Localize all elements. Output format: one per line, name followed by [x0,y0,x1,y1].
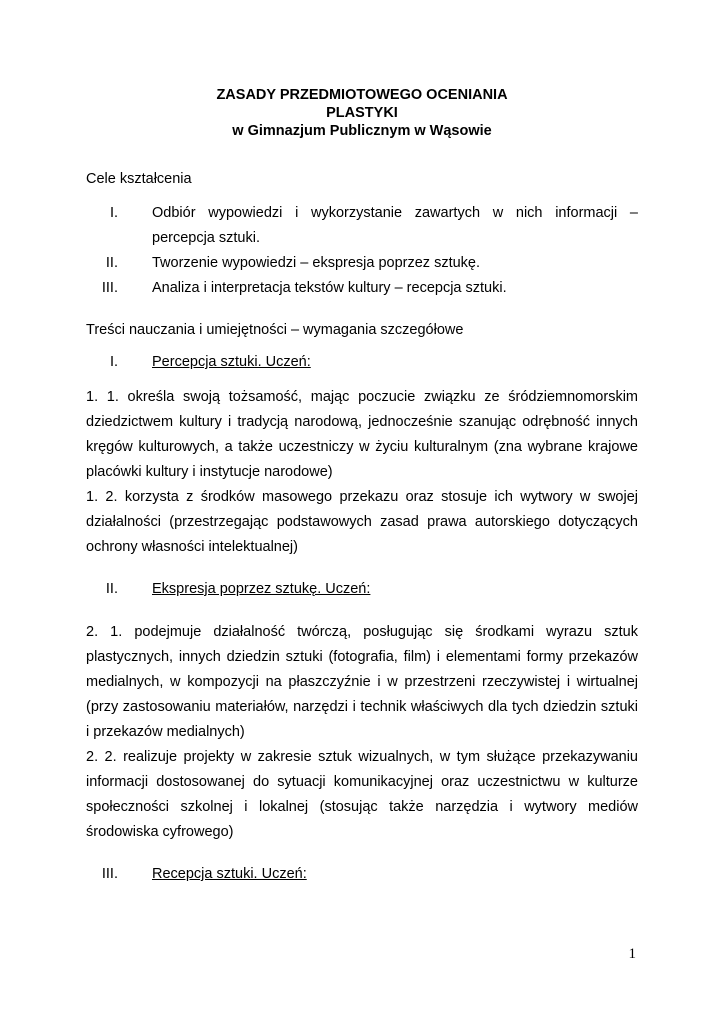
paragraph-1-1-line-3: kręgów kulturowych, a także uczestniczy w życiu kulturalnym (zna wybrane krajowe [86,439,638,455]
goal-number-3: III. [101,280,118,296]
paragraph-1-1-line-2: dziedzictwem kultury i tradycją narodową, jednocześnie szanując odrębność innych [86,414,638,430]
title-line-2: PLASTYKI [326,105,398,121]
goal-number-1: I. [109,205,118,221]
paragraph-1-2-line-3: ochrony własności intelektualnej) [86,539,298,555]
title-line-1: ZASADY PRZEDMIOTOWEGO OCENIANIA [216,87,508,103]
paragraph-2-1-line-1: 2. 1. podejmuje działalność twórczą, posługując się środkami wyrazu sztuk [86,624,638,640]
paragraph-1-2-line-2: działalności (przestrzegając podstawowych zasad prawa autorskiego dotyczących [86,514,638,530]
title-line-3: w Gimnazjum Publicznym w Wąsowie [232,123,492,139]
part-1-number: I. [109,354,118,370]
paragraph-2-1-line-4: (przy zastosowaniu materiałów, narzędzi i technik właściwych dla tych dziedzin sztuki [86,699,638,715]
part-2-number: II. [105,581,118,597]
page-number: 1 [628,946,636,962]
paragraph-2-1-line-5: i przekazów medialnych) [86,724,245,740]
paragraph-2-2-line-3: społeczności szkolnej i lokalnej (stosując także narzędzia i wytwory mediów [86,799,638,815]
section-heading-goals: Cele kształcenia [86,171,192,187]
paragraph-2-1-line-3: medialnych, w kompozycji na płaszczyźnie i w przestrzeni rzeczywistej i wirtualnej [86,674,638,690]
paragraph-2-2-line-2: informacji dostosowanej do sytuacji komunikacyjnej oraz uczestnictwu w kulturze [86,774,638,790]
paragraph-2-1-line-2: plastycznych, innych dziedzin sztuki (fotografia, film) i elementami formy przekazów [86,649,638,665]
paragraph-2-2-line-1: 2. 2. realizuje projekty w zakresie sztuk wizualnych, w tym służące przekazywaniu [86,749,638,765]
part-2-heading: Ekspresja poprzez sztukę. Uczeń: [152,581,371,597]
goal-1-line-2: percepcja sztuki. [152,230,260,246]
paragraph-2-2-line-4: środowiska cyfrowego) [86,824,234,840]
paragraph-1-2-line-1: 1. 2. korzysta z środków masowego przekazu oraz stosuje ich wytwory w swojej [86,489,638,505]
part-3-number: III. [101,866,118,882]
part-3-heading: Recepcja sztuki. Uczeń: [152,866,307,882]
part-1-heading: Percepcja sztuki. Uczeń: [152,354,311,370]
paragraph-1-1-line-4: placówki kultury i instytucje narodowe) [86,464,333,480]
goal-2-text: Tworzenie wypowiedzi – ekspresja poprzez sztukę. [152,255,481,271]
goal-1-line-1: Odbiór wypowiedzi i wykorzystanie zawartych w nich informacji – [152,205,638,221]
section-heading-content: Treści nauczania i umiejętności – wymagania szczegółowe [86,322,464,338]
paragraph-1-1-line-1: 1. 1. określa swoją tożsamość, mając poczucie związku ze śródziemnomorskim [86,389,638,405]
goal-number-2: II. [105,255,118,271]
goal-3-text: Analiza i interpretacja tekstów kultury – recepcja sztuki. [152,280,507,296]
